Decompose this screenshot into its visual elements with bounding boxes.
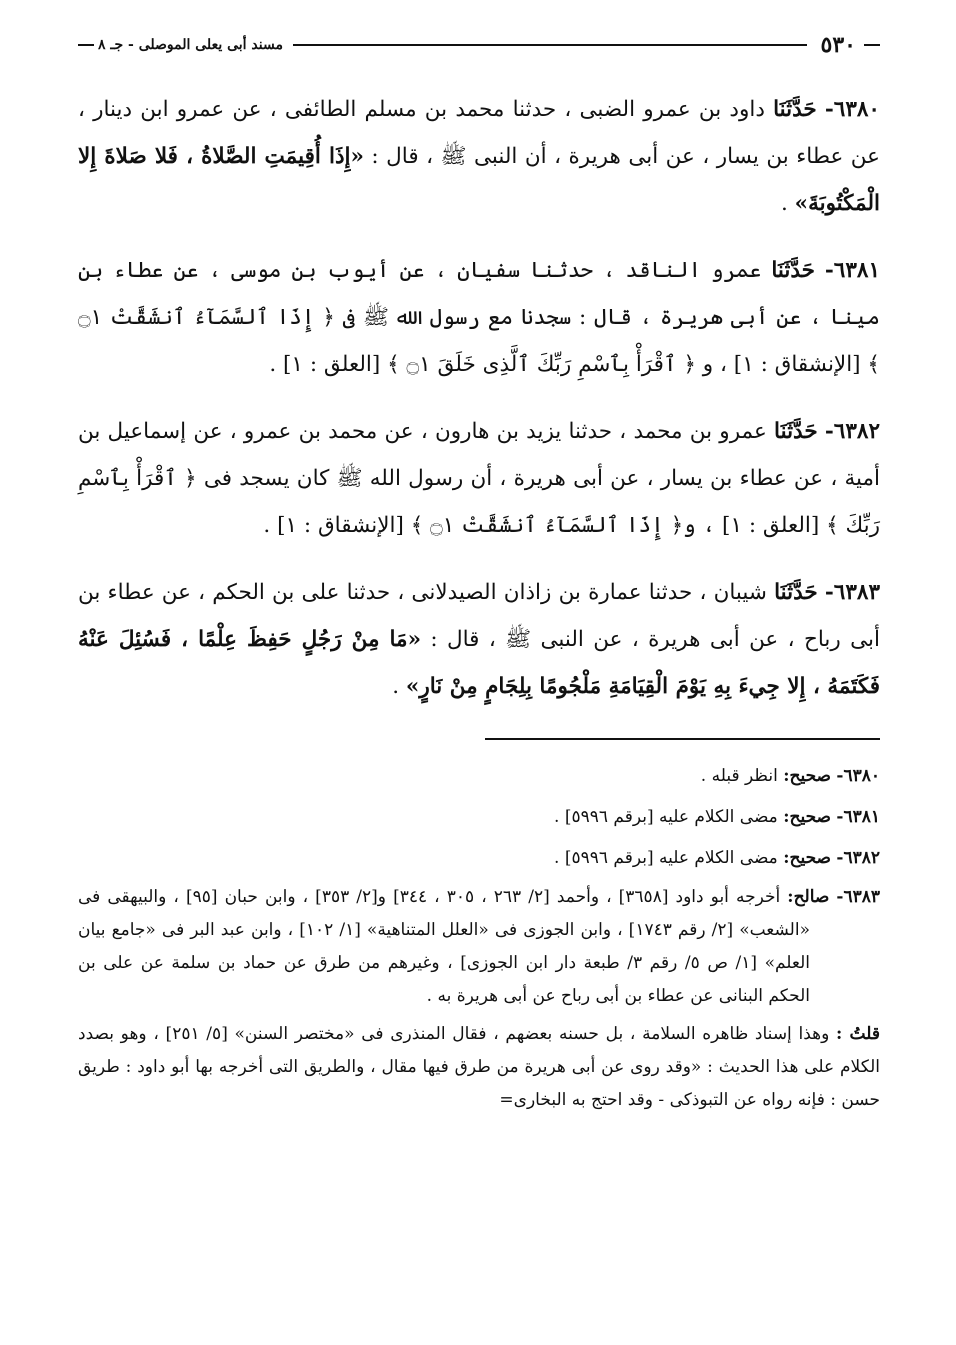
footnote [78, 758, 880, 794]
hadith-number: ٦٣٨٠- [824, 97, 880, 122]
isnad-text: عمرو الناقد ، حدثنا سفيان ، عن أيوب بن موسى ، عن عطاء بن مينا ، عن أبى هريرة ، قال : سجدنا مع رسول الله ﷺ فى ﴿ إِذَا ٱلسَّمَآءُ ٱنشَقَّتْ ۝١ ﴾ [الإنشقاق : ١] ، و ﴿ ٱقْرَأْ بِٱسْمِ رَبِّكَ ٱلَّذِى خَلَقَ ۝١ ﴾ [العلق : ١] . [78, 258, 880, 377]
hadith-matn: «إِذَا أُقِيمَتِ الصَّلاةُ ، فَلا صَلاةَ إِلا الْمَكْتُوبَةَ» [78, 144, 880, 216]
footnote-number: ٦٣٨١- [836, 807, 880, 827]
isnad-text: شيبان ، حدثنا عمارة بن زاذان الصيدلانى ، حدثنا على بن الحكم ، عن عطاء بن أبى رباح ، عن أبى هريرة ، عن النبى ﷺ ، قال : [78, 580, 880, 652]
hadith-entry [78, 86, 880, 227]
footnote-number: ٦٣٨٢- [836, 848, 880, 868]
footnote [78, 840, 880, 876]
header-rule [293, 44, 807, 46]
footnote-text: مضى الكلام عليه [برقم ٥٩٩٦] . [554, 848, 778, 868]
footnote-number: ٦٣٨٠- [836, 766, 880, 786]
hadith-number: ٦٣٨٣- [824, 580, 880, 605]
hadith-entry [78, 247, 880, 388]
page-header [78, 32, 880, 58]
footnotes [78, 758, 880, 1122]
footnote-text: أخرجه أبو داود [٣٦٥٨] ، وأحمد [٢/ ٢٦٣ ، ٣٠٥ ، ٣٤٤] و[٢/ ٣٥٣] ، وابن حبان [٩٥] ، والبيهقى فى «الشعب» [٢/ رقم ١٧٤٣] ، وابن الجوزى فى «العلل المتناهية» [١/ ١٠٢] ، وابن عبد البر فى «جامع بيان العلم» [١/ ص ٥/ رقم ٣/ طبعة دار ابن الجوزى] ، وغيرهم من طرق عن حماد بن سلمة عن على بن الحكم البنانى عن عطاء بن أبى رباح عن أبى هريرة به . [78, 887, 811, 1006]
entry-end: . [392, 674, 400, 699]
footnote-number: ٦٣٨٣- [836, 887, 881, 907]
footnote-grade: صحيح: [783, 766, 831, 786]
running-title: مسند أبى يعلى الموصلى - جـ ٨ [98, 37, 283, 53]
hadith-number: ٦٣٨٢- [824, 419, 880, 444]
page-number: ٥٣٠ [820, 32, 856, 58]
entry-end: . [780, 191, 788, 216]
footnote-separator [485, 738, 880, 740]
qult-text: وهذا إسناد ظاهره السلامة ، بل حسنه بعضهم ، فقال المنذرى فى «مختصر السنن» [٥/ ٢٥١] ، وهو بصدد الكلام على هذا الحديث : «وقد روى عن أبى هريرة من طرق فيها مقال ، والطريق التى أخرجه بها أبو داود : طريق حسن : فإنه رواه عن التبوذكى - وقد احتج به البخارى= [78, 1024, 880, 1110]
isnad-text: عمرو بن محمد ، حدثنا يزيد بن هارون ، عن محمد بن عمرو ، عن إسماعيل بن أمية ، عن عطاء بن يسار ، عن أبى هريرة ، أن رسول الله ﷺ كان يسجد فى ﴿ ٱقْرَأْ بِٱسْمِ رَبِّكَ ﴾ [العلق : ١] ، و﴿ إِذَا ٱلسَّمَآءُ ٱنشَقَّتْ ۝١ ﴾ [الإنشقاق : ١] . [78, 419, 880, 538]
haddathana-label: حَدَّثَنَا [774, 419, 818, 444]
header-dash [864, 44, 880, 46]
footnote-grade: صالح: [787, 887, 830, 907]
qult-label: قلتُ : [836, 1024, 880, 1044]
footnote [78, 799, 880, 835]
header-dash-end [78, 44, 94, 46]
editor-comment [78, 1018, 880, 1117]
haddathana-label: حَدَّثَنَا [773, 97, 817, 122]
footnote-text: مضى الكلام عليه [برقم ٥٩٩٦] . [554, 807, 778, 827]
footnote [78, 881, 880, 1013]
haddathana-label: حَدَّثَنَا [771, 258, 815, 283]
hadith-entry [78, 408, 880, 549]
footnote-grade: صحيح: [783, 807, 831, 827]
hadith-body [78, 86, 880, 730]
hadith-matn: «مَا مِنْ رَجُلٍ حَفِظَ عِلْمًا ، فَسُئِلَ عَنْهُ فَكَتَمَهُ ، إِلا جِيءَ بِهِ يَوْمَ الْقِيَامَةِ مَلْجُومًا بِلِجَامٍ مِنْ نَارٍ» [78, 627, 880, 699]
footnote-grade: صحيح: [783, 848, 831, 868]
isnad-text: داود بن عمرو الضبى ، حدثنا محمد بن مسلم الطائفى ، عن عمرو ابن دينار ، عن عطاء بن يسار ، عن أبى هريرة ، أن النبى ﷺ ، قال : [78, 97, 880, 169]
footnote-text: انظر قبله . [700, 766, 778, 786]
haddathana-label: حَدَّثَنَا [774, 580, 818, 605]
hadith-number: ٦٣٨١- [824, 258, 880, 283]
hadith-entry [78, 569, 880, 710]
